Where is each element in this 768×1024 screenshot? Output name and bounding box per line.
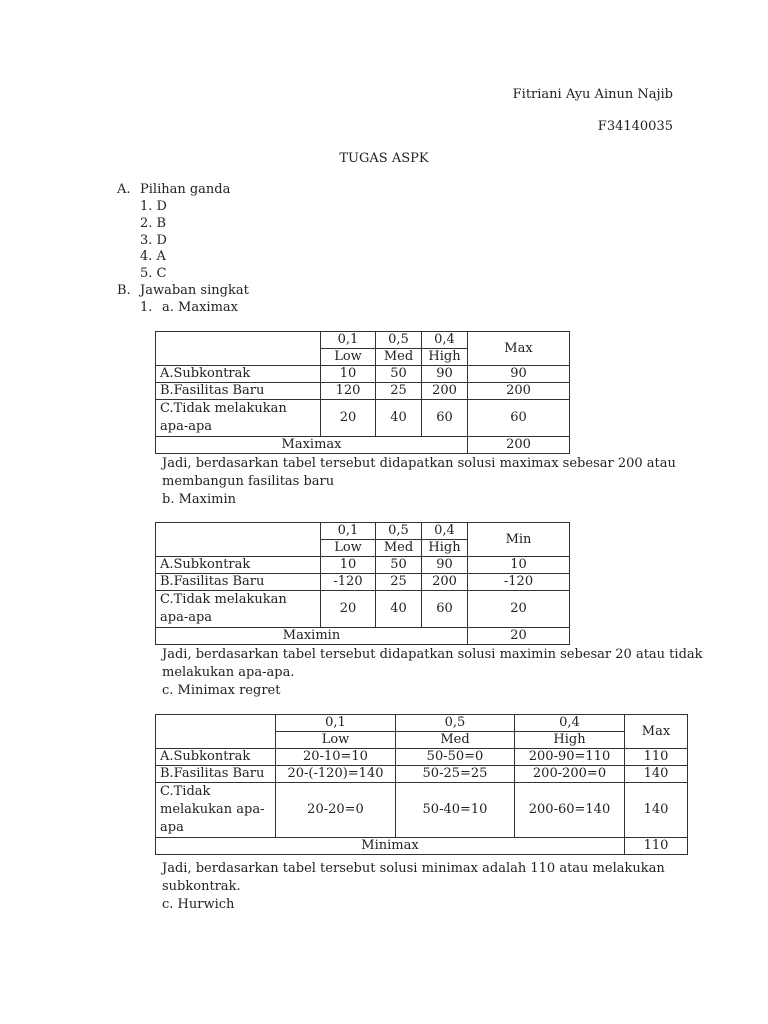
table-cell: 200-200=0 bbox=[515, 766, 625, 783]
table-cell: 40 bbox=[376, 591, 422, 628]
table-cell: 20-20=0 bbox=[276, 783, 396, 838]
result-cell: 140 bbox=[625, 783, 688, 838]
state-cell: Low bbox=[276, 732, 396, 749]
table-cell: 200 bbox=[422, 574, 468, 591]
footer-label: Minimax bbox=[156, 838, 625, 855]
table-cell: 20 bbox=[321, 400, 376, 437]
table-row bbox=[156, 557, 570, 574]
table-footer-row bbox=[156, 628, 570, 645]
table-row bbox=[156, 591, 570, 628]
result-header: Min bbox=[468, 523, 570, 557]
result-cell: 110 bbox=[625, 749, 688, 766]
table-cell: 60 bbox=[422, 400, 468, 437]
hurwich-heading: c. Hurwich bbox=[162, 897, 235, 912]
table-cell: 20 bbox=[321, 591, 376, 628]
table-cell: 50-50=0 bbox=[396, 749, 515, 766]
table-header-row bbox=[156, 523, 570, 540]
state-cell: Low bbox=[321, 349, 376, 366]
answer-1: 1. D bbox=[140, 199, 167, 214]
answer-5: 5. C bbox=[140, 266, 167, 281]
table-cell: 20-(-120)=140 bbox=[276, 766, 396, 783]
table-cell: 50-25=25 bbox=[396, 766, 515, 783]
prob-cell: 0,1 bbox=[321, 523, 376, 540]
empty-corner-cell bbox=[156, 332, 321, 366]
prob-cell: 0,5 bbox=[376, 523, 422, 540]
maximin-table bbox=[155, 522, 570, 645]
state-cell: Med bbox=[376, 349, 422, 366]
table-cell: 40 bbox=[376, 400, 422, 437]
empty-corner-cell bbox=[156, 715, 276, 749]
prob-cell: 0,1 bbox=[321, 332, 376, 349]
result-cell: 90 bbox=[468, 366, 570, 383]
result-cell: 60 bbox=[468, 400, 570, 437]
section-b-marker: B. bbox=[117, 283, 131, 298]
state-cell: Low bbox=[321, 540, 376, 557]
table-header-row bbox=[156, 332, 570, 349]
table-row bbox=[156, 383, 570, 400]
result-cell: -120 bbox=[468, 574, 570, 591]
minimax-regret-table bbox=[155, 714, 688, 855]
section-a-marker: A. bbox=[117, 182, 131, 197]
row-label: A.Subkontrak bbox=[156, 366, 321, 383]
table-cell: 90 bbox=[422, 366, 468, 383]
maximin-heading: b. Maximin bbox=[162, 492, 236, 507]
state-cell: High bbox=[515, 732, 625, 749]
maximax-heading: a. Maximax bbox=[162, 300, 238, 315]
table-header-row bbox=[156, 715, 688, 732]
section-b-heading: Jawaban singkat bbox=[140, 283, 249, 298]
result-header: Max bbox=[468, 332, 570, 366]
prob-cell: 0,1 bbox=[276, 715, 396, 732]
conclusion-line: Jadi, berdasarkan tabel tersebut didapatkan solusi maximax sebesar 200 atau bbox=[162, 456, 676, 471]
table-cell: 200-90=110 bbox=[515, 749, 625, 766]
conclusion-line: Jadi, berdasarkan tabel tersebut solusi minimax adalah 110 atau melakukan bbox=[162, 861, 665, 876]
answer-2: 2. B bbox=[140, 216, 167, 231]
footer-value: 20 bbox=[468, 628, 570, 645]
row-label: C.Tidak melakukan apa-apa bbox=[156, 400, 321, 437]
table-cell: 120 bbox=[321, 383, 376, 400]
row-label: C.Tidak melakukan apa-apa bbox=[156, 591, 321, 628]
maximax-table bbox=[155, 331, 570, 454]
result-cell: 140 bbox=[625, 766, 688, 783]
state-cell: High bbox=[422, 349, 468, 366]
answer-3: 3. D bbox=[140, 233, 167, 248]
result-header: Max bbox=[625, 715, 688, 749]
row-label: C.Tidak melakukan apa-apa bbox=[156, 783, 276, 838]
table-row bbox=[156, 400, 570, 437]
table-cell: 50 bbox=[376, 366, 422, 383]
document-title: TUGAS ASPK bbox=[339, 151, 429, 166]
row-label: A.Subkontrak bbox=[156, 749, 276, 766]
conclusion-line: membangun fasilitas baru bbox=[162, 474, 335, 489]
table-row bbox=[156, 783, 688, 838]
student-id: F34140035 bbox=[597, 119, 673, 134]
answer-4: 4. A bbox=[140, 249, 166, 264]
prob-cell: 0,5 bbox=[376, 332, 422, 349]
prob-cell: 0,5 bbox=[396, 715, 515, 732]
footer-label: Maximax bbox=[156, 437, 468, 454]
table-row bbox=[156, 366, 570, 383]
author-name: Fitriani Ayu Ainun Najib bbox=[512, 87, 673, 102]
row-label: B.Fasilitas Baru bbox=[156, 766, 276, 783]
state-cell: High bbox=[422, 540, 468, 557]
table-cell: 60 bbox=[422, 591, 468, 628]
table-cell: 25 bbox=[376, 383, 422, 400]
result-cell: 10 bbox=[468, 557, 570, 574]
result-cell: 200 bbox=[468, 383, 570, 400]
row-label: B.Fasilitas Baru bbox=[156, 383, 321, 400]
conclusion-line: Jadi, berdasarkan tabel tersebut didapatkan solusi maximin sebesar 20 atau tidak bbox=[162, 647, 703, 662]
state-cell: Med bbox=[396, 732, 515, 749]
row-label: A.Subkontrak bbox=[156, 557, 321, 574]
table-footer-row bbox=[156, 838, 688, 855]
footer-label: Maximin bbox=[156, 628, 468, 645]
table-cell: 50 bbox=[376, 557, 422, 574]
conclusion-line: melakukan apa-apa. bbox=[162, 665, 295, 680]
footer-value: 110 bbox=[625, 838, 688, 855]
prob-cell: 0,4 bbox=[515, 715, 625, 732]
table-cell: 50-40=10 bbox=[396, 783, 515, 838]
section-a-heading: Pilihan ganda bbox=[140, 182, 231, 197]
table-cell: 90 bbox=[422, 557, 468, 574]
table-cell: 20-10=10 bbox=[276, 749, 396, 766]
prob-cell: 0,4 bbox=[422, 332, 468, 349]
table-cell: 10 bbox=[321, 366, 376, 383]
table-cell: -120 bbox=[321, 574, 376, 591]
empty-corner-cell bbox=[156, 523, 321, 557]
table-cell: 25 bbox=[376, 574, 422, 591]
table-row bbox=[156, 574, 570, 591]
table-cell: 200-60=140 bbox=[515, 783, 625, 838]
table-cell: 10 bbox=[321, 557, 376, 574]
row-label: B.Fasilitas Baru bbox=[156, 574, 321, 591]
conclusion-line: subkontrak. bbox=[162, 879, 241, 894]
item-1-marker: 1. bbox=[140, 300, 153, 315]
prob-cell: 0,4 bbox=[422, 523, 468, 540]
table-row bbox=[156, 749, 688, 766]
footer-value: 200 bbox=[468, 437, 570, 454]
table-cell: 200 bbox=[422, 383, 468, 400]
table-footer-row bbox=[156, 437, 570, 454]
minimax-regret-heading: c. Minimax regret bbox=[162, 683, 281, 698]
state-cell: Med bbox=[376, 540, 422, 557]
table-row bbox=[156, 766, 688, 783]
result-cell: 20 bbox=[468, 591, 570, 628]
